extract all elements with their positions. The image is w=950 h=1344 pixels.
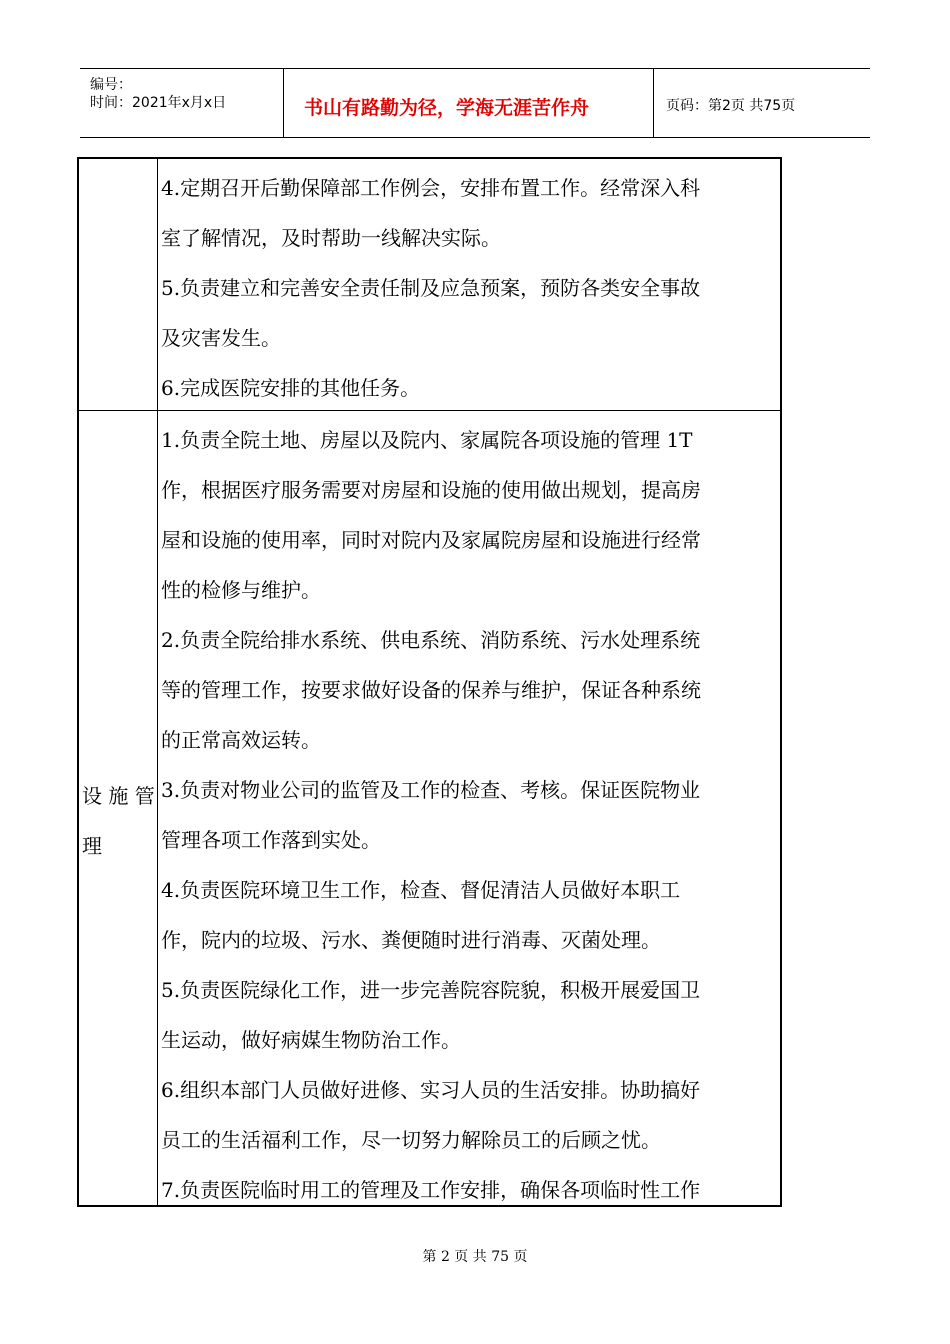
content-line: 室了解情况，及时帮助一线解决实际。 xyxy=(161,226,501,250)
row-content xyxy=(161,415,781,1215)
content-line: 作，院内的垃圾、污水、粪便随时进行消毒、灭菌处理。 xyxy=(161,928,661,952)
row-label-line: 设 施 管 xyxy=(82,784,155,808)
header-motto: 书山有路勤为径，学海无涯苦作舟 xyxy=(304,97,590,119)
content-line: 等的管理工作，按要求做好设备的保养与维护，保证各种系统 xyxy=(161,678,701,702)
content-line: 性的检修与维护。 xyxy=(161,578,321,602)
content-line: 1.负责全院土地、房屋以及院内、家属院各项设施的管理 1T xyxy=(161,428,693,452)
header-left-cell xyxy=(80,69,284,137)
content-line: 4.定期召开后勤保障部工作例会，安排布置工作。经常深入科 xyxy=(161,176,701,200)
table-row xyxy=(79,411,780,1207)
header-page-info: 页码：第2页 共75页 xyxy=(666,98,796,114)
content-line: 7.负责医院临时用工的管理及工作安排，确保各项临时性工作 xyxy=(161,1178,701,1202)
content-line: 生运动，做好病媒生物防治工作。 xyxy=(161,1028,461,1052)
row-label xyxy=(82,771,156,871)
duties-table xyxy=(77,157,782,1207)
table-row xyxy=(79,159,780,410)
header-middle-cell xyxy=(284,69,654,137)
content-line: 管理各项工作落到实处。 xyxy=(161,828,381,852)
content-line: 6.组织本部门人员做好进修、实习人员的生活安排。协助搞好 xyxy=(161,1078,701,1102)
content-line: 的正常高效运转。 xyxy=(161,728,321,752)
page-header xyxy=(80,68,870,138)
content-line: 2.负责全院给排水系统、供电系统、消防系统、污水处理系统 xyxy=(161,628,701,652)
serial-number-label: 编号： xyxy=(90,77,132,93)
content-line: 作，根据医疗服务需要对房屋和设施的使用做出规划，提高房 xyxy=(161,478,701,502)
header-right-cell xyxy=(654,69,870,137)
date-label: 时间：2021年x月x日 xyxy=(90,95,227,111)
content-line: 6.完成医院安排的其他任务。 xyxy=(161,376,421,400)
content-line: 4.负责医院环境卫生工作，检查、督促清洁人员做好本职工 xyxy=(161,878,681,902)
content-line: 5.负责医院绿化工作，进一步完善院容院貌，积极开展爱国卫 xyxy=(161,978,701,1002)
content-line: 员工的生活福利工作，尽一切努力解除员工的后顾之忧。 xyxy=(161,1128,661,1152)
content-line: 5.负责建立和完善安全责任制及应急预案，预防各类安全事故 xyxy=(161,276,701,300)
row-content xyxy=(161,163,781,413)
row-label-line: 理 xyxy=(82,834,102,858)
content-line: 3.负责对物业公司的监管及工作的检查、考核。保证医院物业 xyxy=(161,778,701,802)
content-line: 屋和设施的使用率，同时对院内及家属院房屋和设施进行经常 xyxy=(161,528,701,552)
content-line: 及灾害发生。 xyxy=(161,326,281,350)
page-footer: 第 2 页 共 75 页 xyxy=(422,1249,528,1265)
